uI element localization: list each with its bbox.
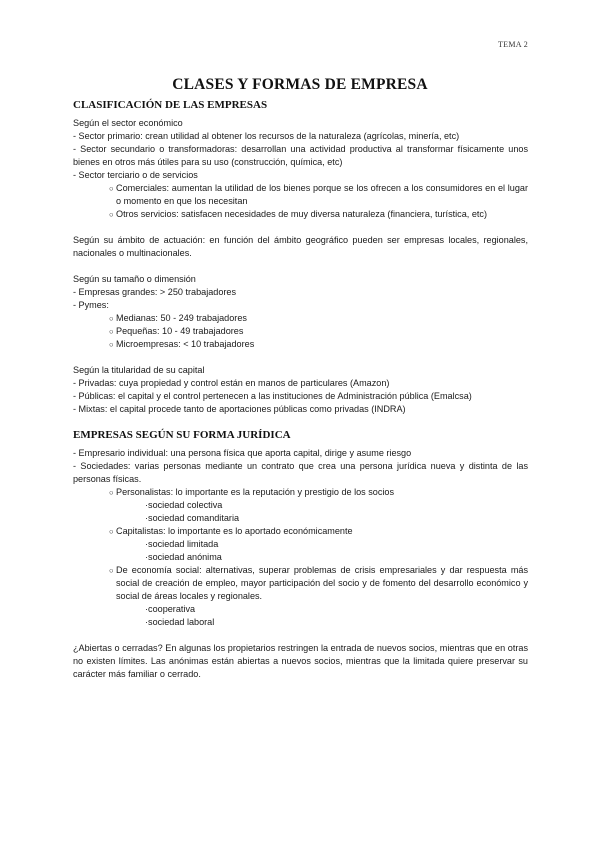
circle-bullet-icon: ○ — [109, 314, 114, 323]
circle-bullet-icon: ○ — [109, 566, 114, 575]
sector-title: Según el sector económico — [73, 118, 183, 128]
cooperativa: ·cooperativa — [145, 604, 196, 614]
mixtas: - Mixtas: el capital procede tanto de aportaciones públicas como privadas (INDRA) — [73, 404, 406, 414]
circle-bullet-icon: ○ — [109, 184, 114, 193]
sociedad-comanditaria: ·sociedad comanditaria — [145, 513, 240, 523]
list-item-personalistas: ○ Personalistas: lo importante es la reputación y prestigio de los socios — [109, 487, 395, 497]
empresario-individual: - Empresario individual: una persona física que aporta capital, dirige y asume riesgo — [73, 448, 412, 458]
tamano-title: Según su tamaño o dimensión — [73, 274, 196, 284]
privadas: - Privadas: cuya propiedad y control están en manos de particulares (Amazon) — [73, 378, 390, 388]
circle-bullet-icon: ○ — [109, 488, 114, 497]
publicas: - Públicas: el capital y el control pertenecen a las instituciones de Administración pública (Emalcsa) — [73, 391, 472, 401]
sector-terciario: - Sector terciario o de servicios — [73, 170, 198, 180]
page-title: CLASES Y FORMAS DE EMPRESA — [172, 76, 428, 93]
sociedad-laboral: ·sociedad laboral — [145, 617, 215, 627]
list-item-comerciales: ○ Comerciales: aumentan la utilidad de los bienes porque se los ofrecen a los consumidores en el lugar o momento en que los necesitan — [109, 183, 528, 206]
page-header-tag: TEMA 2 — [497, 40, 528, 49]
pymes: - Pymes: — [73, 300, 109, 310]
list-item-pequenas: ○ Pequeñas: 10 - 49 trabajadores — [109, 326, 244, 336]
sector-secundario: - Sector secundario o transformadoras: desarrollan una actividad productiva al transformar físicamente unos bienes en otros más útiles para su uso (construcción, química, etc) — [73, 144, 528, 167]
circle-bullet-icon: ○ — [109, 210, 114, 219]
list-item-medianas: ○ Medianas: 50 - 249 trabajadores — [109, 313, 247, 323]
sociedades: - Sociedades: varias personas mediante un contrato que crea una persona jurídica nueva y distinta de las personas físicas. — [73, 461, 528, 484]
list-item-otros-servicios: ○ Otros servicios: satisfacen necesidades de muy diversa naturaleza (financiera, turística, etc) — [109, 209, 487, 219]
section-heading-clasificacion: CLASIFICACIÓN DE LAS EMPRESAS — [73, 99, 268, 111]
empresas-grandes: - Empresas grandes: > 250 trabajadores — [73, 287, 237, 297]
section-heading-forma-juridica: EMPRESAS SEGÚN SU FORMA JURÍDICA — [73, 429, 291, 441]
ambito-paragraph: Según su ámbito de actuación: en función del ámbito geográfico pueden ser empresas locales, regionales, nacionales o multinacionales. — [73, 235, 528, 258]
list-item-capitalistas: ○ Capitalistas: lo importante es lo aportado económicamente — [109, 526, 353, 536]
circle-bullet-icon: ○ — [109, 527, 114, 536]
list-item-micro: ○ Microempresas: < 10 trabajadores — [109, 339, 255, 349]
sociedad-limitada: ·sociedad limitada — [145, 539, 219, 549]
list-item-economia-social: ○ De economía social: alternativas, superar problemas de crisis empresariales y dar respuesta más social de creación de empleo, mayor participación del socio y de fomento del desarrollo económico y social de áreas locales y regionales. — [109, 565, 528, 601]
abiertas-cerradas-paragraph: ¿Abiertas o cerradas? En algunas los propietarios restringen la entrada de nuevos socios, mientras que en otras no existen límites. Las anónimas están abiertas a nuevos socios, mientras que la limitada quiere preservar su carácter más familiar o cerrado. — [73, 643, 528, 679]
sociedad-anonima: ·sociedad anónima — [145, 552, 222, 562]
titularidad-title: Según la titularidad de su capital — [73, 365, 205, 375]
sector-primario: - Sector primario: crean utilidad al obtener los recursos de la naturaleza (agrícolas, minería, etc) — [73, 131, 460, 141]
circle-bullet-icon: ○ — [109, 327, 114, 336]
sociedad-colectiva: ·sociedad colectiva — [145, 500, 223, 510]
circle-bullet-icon: ○ — [109, 340, 114, 349]
document-body — [73, 98, 528, 681]
